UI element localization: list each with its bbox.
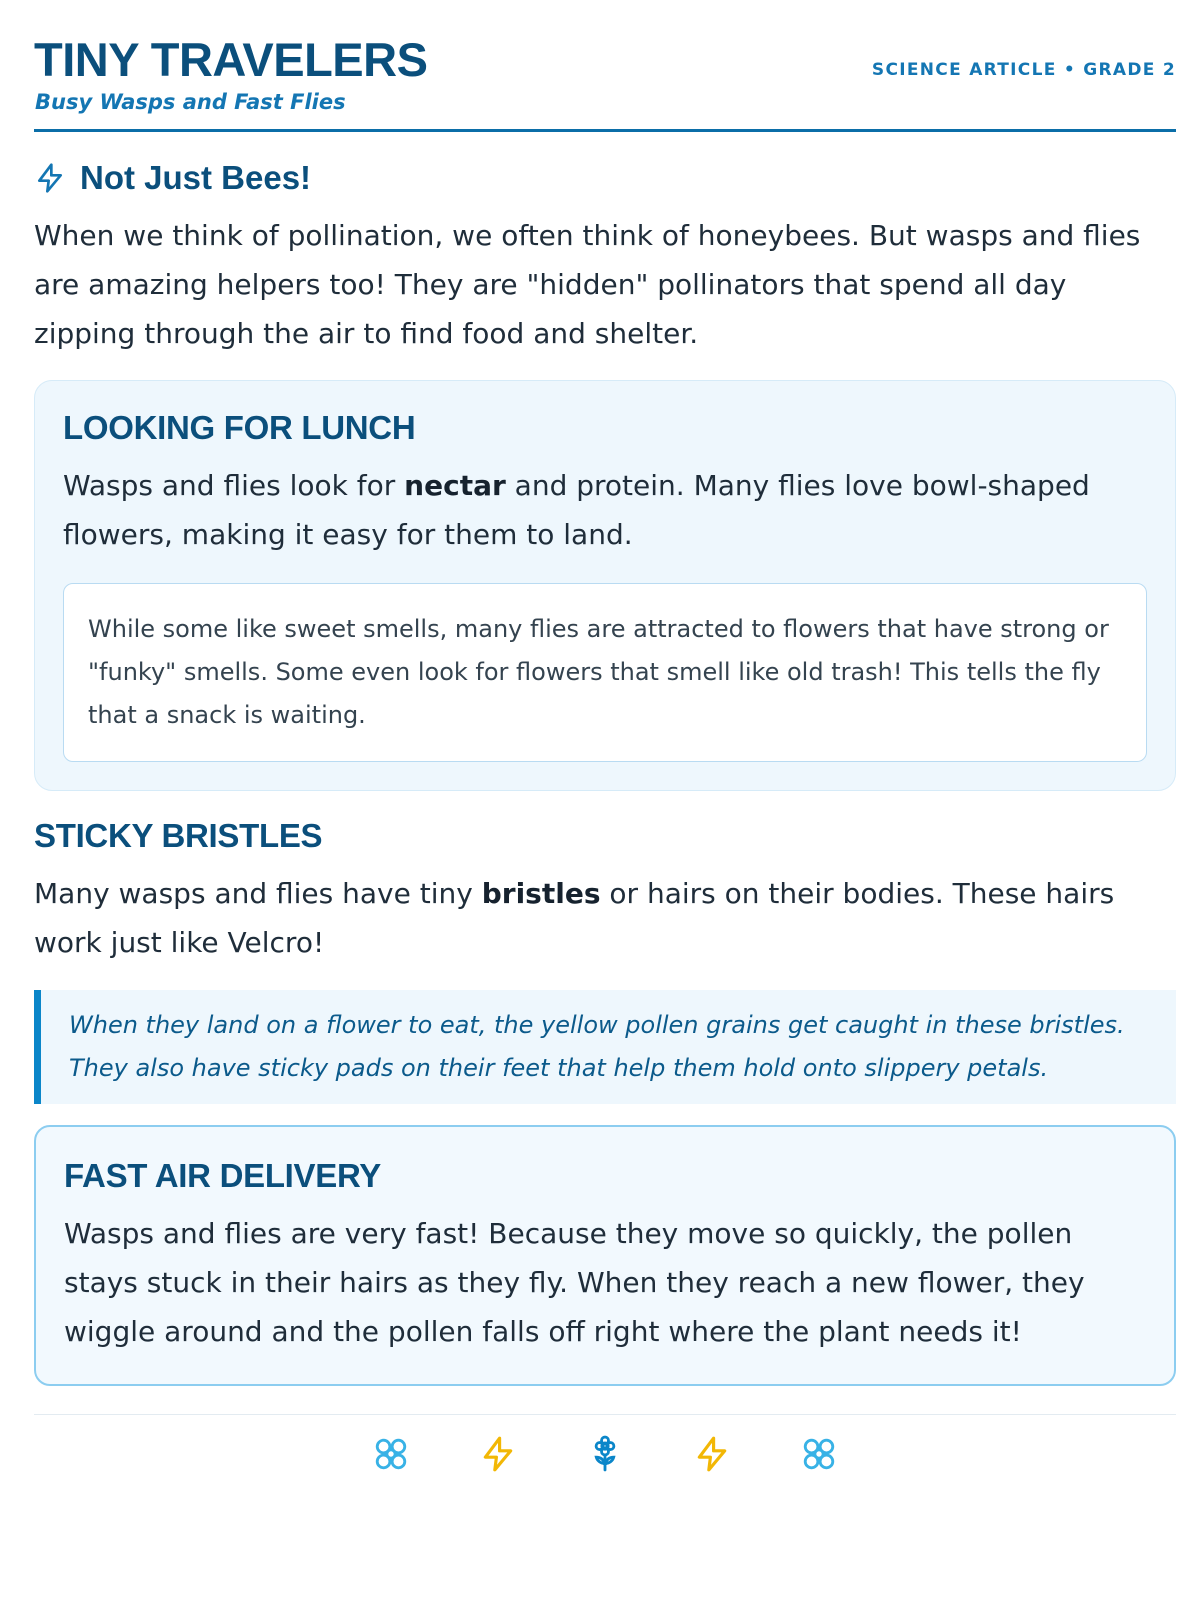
article-page — [34, 0, 1176, 1473]
flower-stem-icon — [586, 1435, 624, 1473]
sticky-text-end: or hairs on their bodies. These hairs work just like Velcro! — [34, 877, 1115, 959]
lightning-bolt-icon — [34, 162, 66, 194]
intro-title: Not Just Bees! — [80, 159, 312, 196]
delivery-title: FAST AIR DELIVERY — [64, 1157, 381, 1194]
intro-paragraph: When we think of pollination, we often think of honeybees. But wasps and flies are amazing helpers too! They are "hidden" pollinators that spend all day zipping through the air to find food and shelter. — [34, 219, 1141, 350]
lunch-text-end: and protein. Many flies love bowl-shaped flowers, making it easy for them to land. — [63, 469, 1090, 551]
sticky-paragraph — [34, 869, 1176, 967]
sticky-title: STICKY BRISTLES — [34, 817, 323, 854]
bristles-quote: When they land on a flower to eat, the yellow pollen grains get caught in these bristles. They also have sticky pads on their feet that help them hold onto slippery petals. — [34, 990, 1176, 1104]
sticky-text-start: Many wasps and flies have tiny — [34, 877, 482, 910]
flower-icon — [372, 1435, 410, 1473]
bristles-term: bristles — [481, 877, 601, 910]
intro-heading — [34, 159, 1176, 197]
lunch-title: LOOKING FOR LUNCH — [63, 409, 416, 446]
sticky-section — [34, 817, 1176, 1104]
lightning-bolt-icon — [479, 1435, 517, 1473]
nectar-term: nectar — [404, 469, 506, 502]
lunch-paragraph — [63, 461, 1147, 559]
intro-section — [34, 159, 1176, 358]
decorative-footer — [34, 1414, 1176, 1473]
page-subtitle: Busy Wasps and Fast Flies — [35, 90, 346, 114]
lunch-text-start: Wasps and flies look for — [63, 469, 405, 502]
delivery-paragraph: Wasps and flies are very fast! Because they move so quickly, the pollen stays stuck in their hairs as they fly. When they reach a new flower, they wiggle around and the pollen falls off right where the plant needs it! — [64, 1217, 1085, 1348]
page-title: TINY TRAVELERS — [34, 33, 428, 86]
delivery-card — [34, 1125, 1176, 1386]
flower-icon — [800, 1435, 838, 1473]
article-header — [34, 30, 1176, 132]
smell-note: While some like sweet smells, many flies are attracted to flowers that have strong or "funky" smells. Some even look for flowers that smell like old trash! This tells the fly that a snack is waiting. — [63, 583, 1147, 762]
lunch-card — [34, 380, 1176, 791]
lightning-bolt-icon — [693, 1435, 731, 1473]
article-tagline: SCIENCE ARTICLE • GRADE 2 — [871, 60, 1176, 80]
